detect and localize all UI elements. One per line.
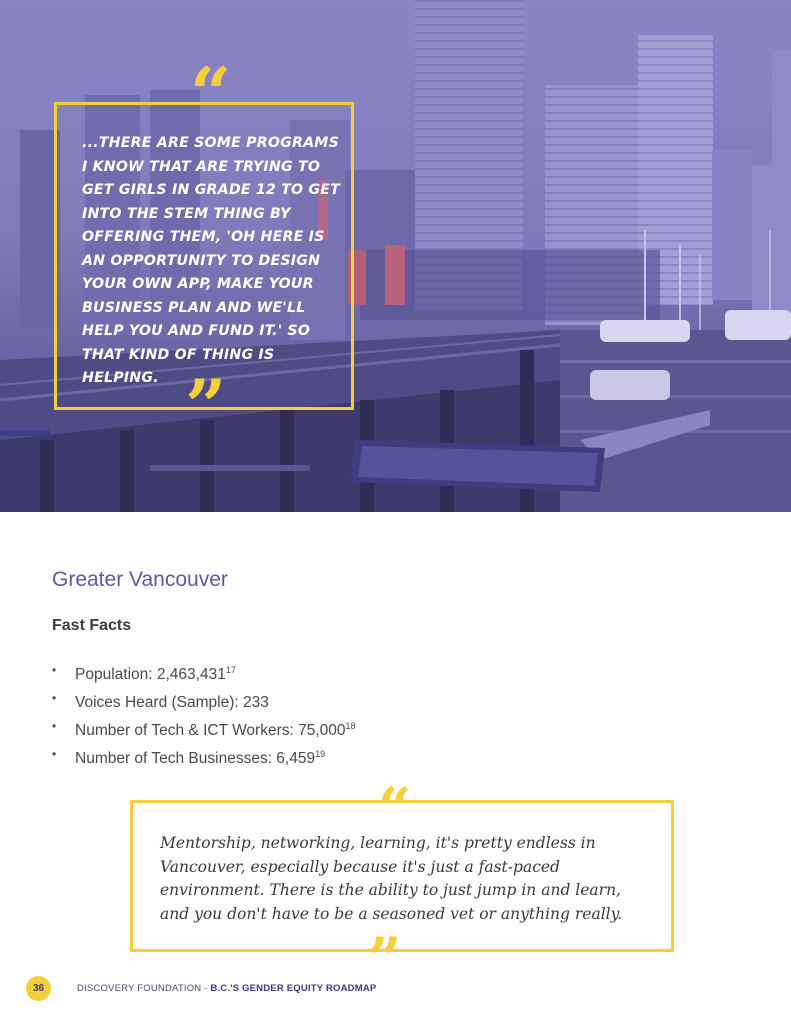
list-item (52, 744, 356, 772)
fact-text: Voices Heard (Sample): 233 (75, 694, 269, 711)
fast-facts-heading: Fast Facts (52, 617, 132, 634)
quote-text: Mentorship, networking, learning, it's pretty endless in Vancouver, especially because it's just a fast-paced environment. There is the ability to just jump in and learn, and you don't have to be a seasoned vet or anything really. (160, 834, 623, 923)
footer-text (77, 983, 376, 994)
footnote-ref: 17 (225, 665, 236, 675)
open-quote-mark-icon: “ (378, 775, 412, 843)
footnote-ref: 18 (345, 721, 356, 731)
hero-quote-text: ...THERE ARE SOME PROGRAMS I KNOW THAT ARE TRYING TO GET GIRLS IN GRADE 12 TO GET INTO THE STEM THING BY OFFERING THEM, 'OH HERE IS AN OPPORTUNITY TO DESIGN YOUR OWN APP, MAKE YOUR BUSINESS PLAN AND WE'LL HELP YOU AND FUND IT.' SO THAT KIND OF THING IS HELPING. (82, 135, 341, 386)
region-title: Greater Vancouver (52, 568, 228, 591)
open-quote-mark-icon: “ (190, 51, 232, 136)
close-quote-mark-icon: ” (185, 363, 227, 448)
footer-org: DISCOVERY FOUNDATION (77, 983, 202, 994)
fact-text: Number of Tech & ICT Workers: 75,000$^{18}$ (75, 721, 356, 739)
bullet-icon: • (52, 747, 57, 761)
fact-text: Number of Tech Businesses: 6,459$^{19}$ (75, 749, 326, 767)
footer-separator: - (201, 983, 211, 994)
footnote-ref: 19 (315, 749, 326, 759)
bullet-icon: • (52, 691, 57, 705)
list-item (52, 688, 356, 716)
close-quote-mark-icon: ” (368, 925, 402, 993)
page-number-badge: 36 (26, 976, 51, 1001)
footer-doc-title: B.C.'S GENDER EQUITY ROADMAP (210, 983, 377, 994)
bullet-icon: • (52, 663, 57, 677)
bullet-icon: • (52, 719, 57, 733)
fact-text: Population: 2,463,431$^{17}$ (75, 665, 236, 683)
list-item (52, 716, 356, 744)
list-item (52, 660, 356, 688)
fast-facts-list (52, 660, 356, 772)
